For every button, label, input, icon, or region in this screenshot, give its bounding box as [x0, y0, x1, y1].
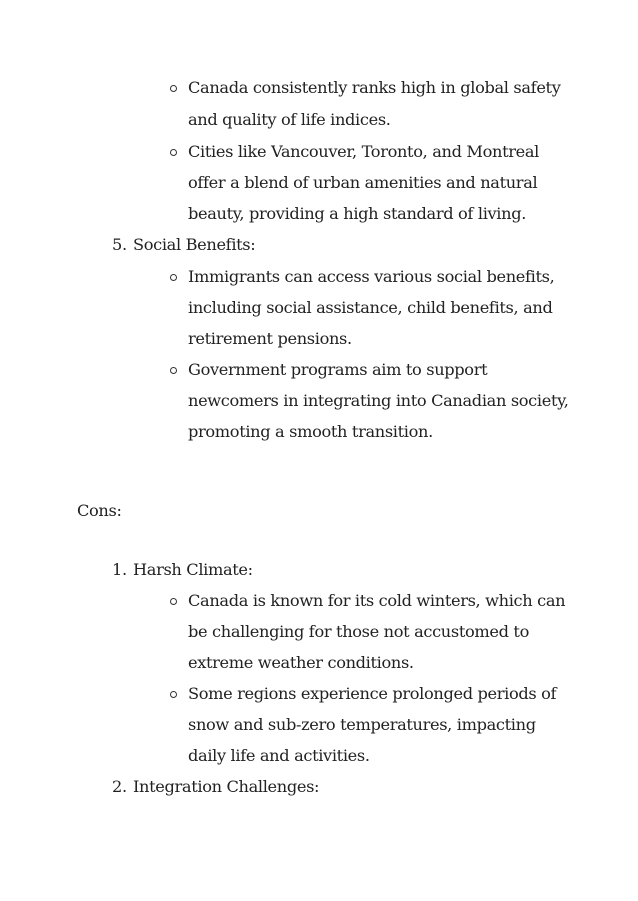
bullet-text: and quality of life indices.	[188, 110, 391, 129]
bullet-icon	[170, 691, 177, 698]
bullet-text: promoting a smooth transition.	[188, 422, 433, 441]
bullet-text: including social assistance, child benefits, and	[188, 298, 553, 317]
list-number: 2.	[112, 777, 127, 796]
list-item-title: Harsh Climate:	[133, 560, 253, 579]
bullet-text: offer a blend of urban amenities and natural	[188, 173, 538, 192]
bullet-icon	[170, 149, 177, 156]
bullet-text: Cities like Vancouver, Toronto, and Montreal	[188, 142, 539, 161]
list-item-title: Integration Challenges:	[133, 777, 320, 796]
bullet-icon	[170, 367, 177, 374]
bullet-text: Government programs aim to support	[188, 360, 488, 379]
section-heading-cons: Cons:	[77, 501, 122, 520]
bullet-text: Canada is known for its cold winters, which can	[188, 591, 566, 610]
bullet-text: Immigrants can access various social benefits,	[188, 267, 555, 286]
bullet-text: daily life and activities.	[188, 746, 370, 765]
bullet-text: beauty, providing a high standard of living.	[188, 204, 527, 223]
list-item-title: Social Benefits:	[133, 235, 256, 254]
bullet-text: newcomers in integrating into Canadian society,	[188, 391, 569, 410]
bullet-icon	[170, 274, 177, 281]
list-number: 1.	[112, 560, 127, 579]
bullet-icon	[170, 598, 177, 605]
bullet-text: Some regions experience prolonged periods of	[188, 684, 557, 703]
list-number: 5.	[112, 235, 127, 254]
bullet-icon	[170, 85, 177, 92]
bullet-text: snow and sub-zero temperatures, impacting	[188, 715, 536, 734]
bullet-text: retirement pensions.	[188, 329, 352, 348]
bullet-text: extreme weather conditions.	[188, 653, 414, 672]
bullet-text: Canada consistently ranks high in global safety	[188, 78, 561, 97]
bullet-text: be challenging for those not accustomed to	[188, 622, 529, 641]
